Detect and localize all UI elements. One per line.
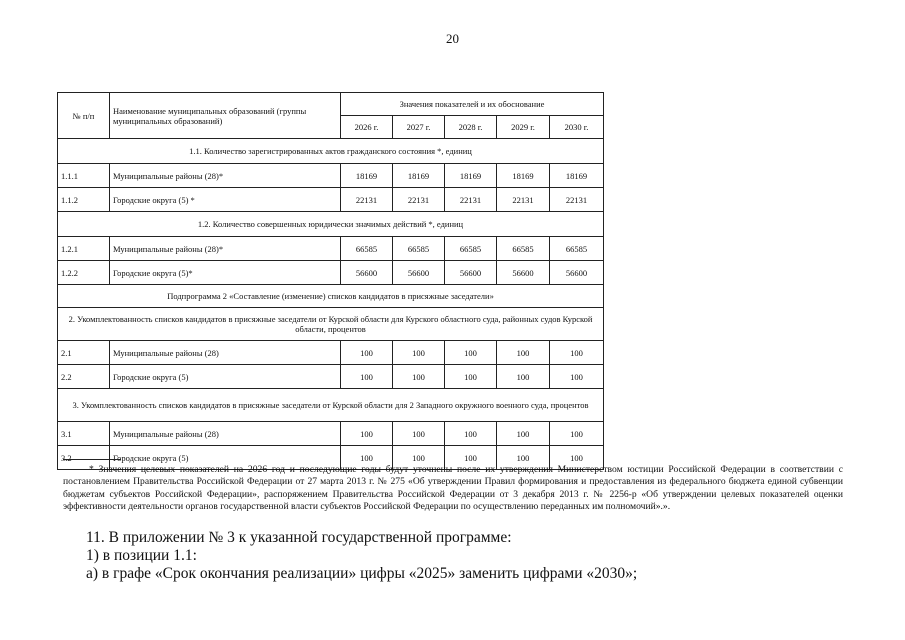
row-name: Муниципальные районы (28)* [110,237,341,261]
row-value: 56600 [341,261,393,285]
row-value: 56600 [393,261,445,285]
row-number: 2.2 [58,365,110,389]
row-number: 1.2.1 [58,237,110,261]
row-value: 100 [341,422,393,446]
row-value: 66585 [497,237,550,261]
row-value: 22131 [445,188,497,212]
row-value: 100 [550,446,604,470]
row-value: 100 [393,341,445,365]
row-number: 1.2.2 [58,261,110,285]
row-value: 18169 [445,164,497,188]
row-value: 100 [393,446,445,470]
table-row [58,164,604,188]
row-value: 66585 [341,237,393,261]
header-num: № п/п [58,93,110,139]
row-value: 22131 [393,188,445,212]
table-row [58,422,604,446]
paragraph-subitem-a: а) в графе «Срок окончания реализации» цифры «2025» заменить цифрами «2030»; [86,565,638,582]
table-row [58,261,604,285]
table-row [58,237,604,261]
section-title-row [58,308,604,341]
table-row [58,341,604,365]
row-value: 100 [550,422,604,446]
section-title-row [58,389,604,422]
table-row [58,365,604,389]
header-year: 2030 г. [550,116,604,139]
row-name: Городские округа (5) [110,446,341,470]
row-value: 100 [341,341,393,365]
row-value: 100 [550,341,604,365]
row-value: 100 [445,341,497,365]
paragraph-item-11: 11. В приложении № 3 к указанной государственной программе: [86,529,512,546]
row-value: 66585 [550,237,604,261]
page-number: 20 [446,31,459,46]
row-number: 3.2 [58,446,110,470]
row-value: 66585 [445,237,497,261]
row-value: 18169 [497,164,550,188]
section-title-row [58,212,604,237]
row-value: 100 [497,422,550,446]
header-name: Наименование муниципальных образований (группы муниципальных образований) [110,93,341,139]
header-year: 2028 г. [445,116,497,139]
row-number: 1.1.2 [58,188,110,212]
section-title: 3. Укомплектованность списков кандидатов в присяжные заседатели от Курской области для 2 Западного окружного военного суда, процентов [58,389,604,422]
row-value: 18169 [550,164,604,188]
row-value: 22131 [550,188,604,212]
table-row [58,188,604,212]
row-name: Муниципальные районы (28) [110,341,341,365]
row-value: 100 [341,446,393,470]
header-year: 2027 г. [393,116,445,139]
row-name: Городские округа (5)* [110,261,341,285]
row-value: 100 [497,365,550,389]
row-number: 2.1 [58,341,110,365]
footnote: * Значения целевых показателей на 2026 год и последующие годы будут уточнены после их утверждения Министерством юстиции Российской Федерации в соответствии с постановлением Правительства Российской Федерации от 27 марта 2013 г. № 275 «Об утверждении Правил формирования и предоставления из федерального бюджета единой субвенции бюджетам субъектов Российской Федерации», распоряжением Правительства Российской Федерации от 3 декабря 2013 г. № 2256-р «Об утверждении целевых показателей оценки эффективности деятельности органов государственной власти субъектов Российской Федерации по осуществлению переданных им полномочий».». [63,464,843,513]
row-value: 18169 [341,164,393,188]
row-value: 100 [445,422,497,446]
section-title: 2. Укомплектованность списков кандидатов в присяжные заседатели от Курской области для Курского областного суда, районных судов Курской области, процентов [58,308,604,341]
header-year: 2029 г. [497,116,550,139]
row-value: 100 [550,365,604,389]
row-value: 100 [445,446,497,470]
paragraph-subitem-1: 1) в позиции 1.1: [86,547,197,564]
row-value: 100 [445,365,497,389]
table-header-row [58,93,604,116]
section-title: 1.1. Количество зарегистрированных актов гражданского состояния *, единиц [58,139,604,164]
row-value: 56600 [550,261,604,285]
section-title: 1.2. Количество совершенных юридически значимых действий *, единиц [58,212,604,237]
row-value: 100 [341,365,393,389]
row-value: 66585 [393,237,445,261]
row-value: 100 [393,365,445,389]
row-value: 56600 [497,261,550,285]
row-value: 100 [393,422,445,446]
row-value: 18169 [393,164,445,188]
row-number: 3.1 [58,422,110,446]
row-name: Городские округа (5) * [110,188,341,212]
row-value: 56600 [445,261,497,285]
indicators-table [57,92,604,470]
footnote-separator [63,459,121,460]
row-number: 1.1.1 [58,164,110,188]
row-value: 100 [497,446,550,470]
section-title: Подпрограмма 2 «Составление (изменение) списков кандидатов в присяжные заседатели» [58,285,604,308]
row-value: 22131 [341,188,393,212]
row-value: 100 [497,341,550,365]
row-name: Муниципальные районы (28) [110,422,341,446]
section-title-row [58,285,604,308]
header-values-title: Значения показателей и их обоснование [341,93,604,116]
section-title-row [58,139,604,164]
row-name: Городские округа (5) [110,365,341,389]
header-year: 2026 г. [341,116,393,139]
row-value: 22131 [497,188,550,212]
row-name: Муниципальные районы (28)* [110,164,341,188]
